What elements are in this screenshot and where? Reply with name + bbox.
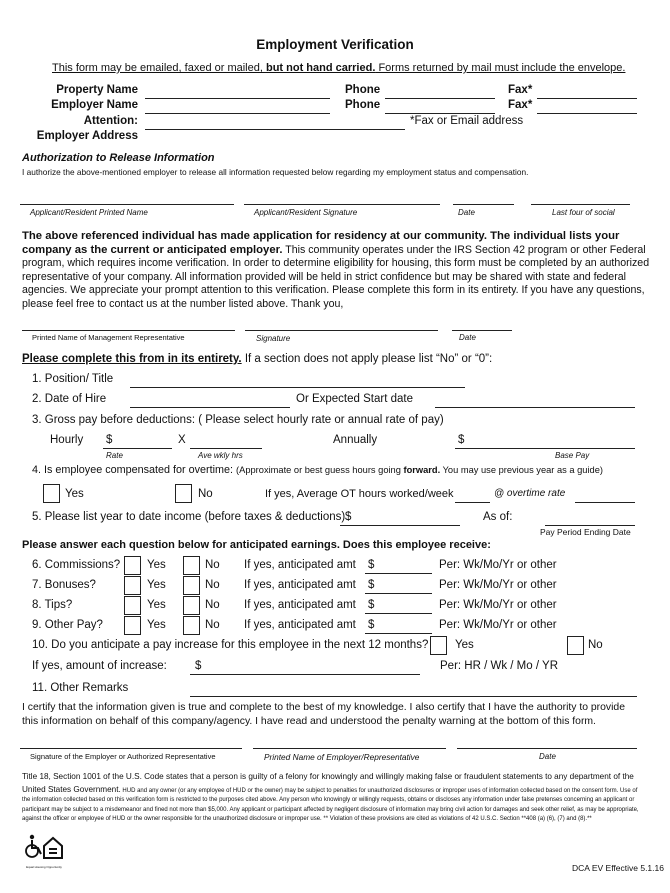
dollar-sign: $	[106, 434, 113, 446]
anticipated-amount-field[interactable]	[365, 633, 432, 634]
annually-label: Annually	[333, 434, 378, 446]
dollar-sign: $	[368, 619, 375, 631]
no-label: No	[205, 559, 220, 571]
page-title: Employment Verification	[256, 37, 414, 52]
no-label: No	[198, 488, 213, 500]
submission-notice	[52, 62, 625, 74]
ot-hours-field[interactable]	[455, 502, 490, 503]
yes-label: Yes	[147, 559, 166, 571]
q5-label: 5. Please list year to date income (before taxes & deductions)	[32, 511, 346, 523]
no-label: No	[205, 599, 220, 611]
anticipated-no-checkbox[interactable]	[183, 576, 200, 595]
attention-label: Attention:	[83, 115, 138, 127]
property-name-label: Property Name	[56, 84, 138, 96]
label: Base Pay	[555, 451, 590, 460]
label: Printed Name of Employer/Representative	[264, 752, 420, 762]
legal-lead: Title 18, Section 1001 of the U.S. Code states that a person is guilty of a felony for knowingly and willingly making false or fraudulent statements to any department of the United States Government.	[22, 772, 634, 794]
anticipated-yes-checkbox[interactable]	[124, 576, 141, 595]
anticipated-yes-checkbox[interactable]	[124, 556, 141, 575]
anticipated-amt-label: If yes, anticipated amt	[244, 619, 356, 631]
increase-amount-field[interactable]	[190, 674, 420, 675]
attention-field[interactable]	[145, 129, 405, 130]
q1-label: 1. Position/ Title	[32, 373, 114, 385]
q10-label: 10. Do you anticipate a pay increase for this employee in the next 12 months?	[32, 639, 429, 651]
property-name-field[interactable]	[145, 98, 330, 99]
employer-name-field[interactable]	[145, 113, 330, 114]
anticipated-amount-field[interactable]	[365, 593, 432, 594]
start-date-field[interactable]	[435, 407, 635, 408]
pay-period-label: Pay Period Ending Date	[540, 527, 631, 537]
position-title-field[interactable]	[130, 387, 465, 388]
weekly-hours-field[interactable]	[190, 448, 262, 449]
label: Last four of social	[552, 208, 615, 217]
yes-label: Yes	[147, 599, 166, 611]
anticipated-yes-checkbox[interactable]	[124, 616, 141, 635]
label: Applicant/Resident Printed Name	[30, 208, 148, 217]
ot-rate-label: @ overtime rate	[494, 488, 566, 499]
q4-label	[32, 464, 603, 476]
notice-text: This form may be emailed, faxed or mailed,	[52, 62, 266, 74]
fax-label-1: Fax*	[508, 84, 533, 96]
last-four-social-field[interactable]	[531, 204, 630, 205]
mgmt-date-field[interactable]	[452, 330, 512, 331]
as-of-label: As of:	[483, 511, 513, 523]
legal-text: HUD and any owner (or any employee of HUD or the owner) may be subject to penalties for unauthorized disclosures or improper uses of information collected based on the consent form. Use of the information collected based on this verification form is restricted to the purposes cited above. Any person who knowingly or willingly requests, obtains or discloses any information under false pretenses concerning an applicant or participant may be subject to a misdemeanor and fined not more than $5,000. Any applicant or participant affected by negligent disclosure of information may bring civil action for damages and seek other relief, as may be appropriate, against the officer or employee of HUD or the owner responsible for the unauthorized disclosure or improper use. ** Violation of these provisions are cited as violations of 42 U.S.C. Section **408 (a) (6), (7) and (8).**	[22, 787, 639, 822]
ot-rate-field[interactable]	[575, 502, 635, 503]
employer-date-field[interactable]	[457, 748, 637, 749]
increase-no-checkbox[interactable]	[567, 636, 584, 655]
dollar-sign: $	[368, 559, 375, 571]
date-of-hire-field[interactable]	[130, 407, 290, 408]
hourly-rate-field[interactable]	[103, 448, 172, 449]
fax-note: *Fax or Email address	[410, 115, 524, 127]
q4-text: 4. Is employee compensated for overtime:	[32, 464, 237, 476]
intro-bold: The above referenced individual has made application for residency at our community. The individual lists your company as the current or anticipated employer.	[22, 230, 620, 256]
label: Signature	[256, 334, 291, 343]
instructions-text: If a section does not apply please list “No” or “0”:	[241, 353, 493, 365]
authorization-text: I authorize the above-mentioned employer to release all information requested below regarding my employment status and compensation.	[22, 167, 529, 177]
intro-paragraph	[22, 230, 650, 311]
form-version: DCA EV Effective 5.1.16	[572, 863, 664, 873]
q11-label: 11. Other Remarks	[32, 682, 129, 694]
as-of-date-field[interactable]	[545, 525, 635, 526]
notice-text-end: Forms returned by mail must include the envelope.	[375, 62, 626, 74]
times-sign: X	[178, 434, 186, 446]
base-pay-field[interactable]	[455, 448, 635, 449]
employer-signature-field[interactable]	[20, 748, 242, 749]
no-label: No	[205, 579, 220, 591]
anticipated-amt-label: If yes, anticipated amt	[244, 579, 356, 591]
anticipated-row-label: 8. Tips?	[32, 599, 73, 611]
ytd-income-field[interactable]	[340, 525, 460, 526]
yes-label: Yes	[147, 579, 166, 591]
label: Date	[458, 208, 475, 217]
anticipated-no-checkbox[interactable]	[183, 596, 200, 615]
employer-name-label: Employer Name	[51, 99, 138, 111]
q2-label: 2. Date of Hire	[32, 393, 107, 405]
notice-bold: but not hand carried.	[265, 62, 376, 74]
applicant-name-field[interactable]	[20, 204, 234, 205]
anticipated-row-label: 6. Commissions?	[32, 559, 121, 571]
q4-note: (Approximate or best guess hours going	[236, 465, 404, 475]
applicant-signature-field[interactable]	[244, 204, 440, 205]
fax-label-2: Fax*	[508, 99, 533, 111]
property-fax-field[interactable]	[537, 98, 637, 99]
dollar-sign: $	[368, 579, 375, 591]
no-label: No	[205, 619, 220, 631]
dollar-sign: $	[458, 434, 465, 446]
increase-label: If yes, amount of increase:	[32, 660, 167, 672]
employer-address-label: Employer Address	[36, 130, 138, 142]
anticipated-row-label: 7. Bonuses?	[32, 579, 96, 591]
q4-note-end: You may use previous year as a guide)	[440, 465, 603, 475]
intro-text: This community operates under the IRS Section 42 program or other Federal program, which requires income verification. In order to determine eligibility for housing, this form must be completed by an authorized representative of your company. All information provided will be held in strict confidence but may be shared with state and federal agencies. We appreciate your prompt attention to this verification. Please complete this form in its entirety. If you have any questions, please feel free to contact us at the number listed above. Thank you,	[22, 243, 650, 310]
mgmt-signature-field[interactable]	[245, 330, 438, 331]
increase-period-label: Per: HR / Wk / Mo / YR	[440, 660, 558, 672]
q3-label: 3. Gross pay before deductions: ( Please select hourly rate or annual rate of pay)	[32, 414, 444, 426]
overtime-no-checkbox[interactable]	[175, 484, 192, 503]
period-label: Per: Wk/Mo/Yr or other	[439, 599, 557, 611]
anticipated-amt-label: If yes, anticipated amt	[244, 599, 356, 611]
anticipated-yes-checkbox[interactable]	[124, 596, 141, 615]
accessibility-housing-icon	[24, 834, 64, 860]
ot-hours-label: If yes, Average OT hours worked/week	[265, 488, 454, 500]
yes-label: Yes	[65, 488, 84, 500]
anticipated-amount-field[interactable]	[365, 613, 432, 614]
mgmt-name-field[interactable]	[22, 330, 235, 331]
instructions	[22, 353, 492, 365]
employer-phone-field[interactable]	[385, 113, 495, 114]
anticipated-heading: Please answer each question below for anticipated earnings. Does this employee receive:	[22, 539, 491, 551]
label: Date	[539, 752, 556, 761]
label: Printed Name of Management Representative	[32, 333, 185, 342]
no-label: No	[588, 639, 603, 651]
employer-fax-field[interactable]	[537, 113, 637, 114]
dollar-sign: $	[195, 660, 202, 672]
certification-text: I certify that the information given is true and complete to the best of my knowledge. I also certify that I have the authority to provide this information on behalf of this company/agency. I have read and understood the penalty warning at the bottom of this form.	[22, 702, 625, 727]
property-phone-field[interactable]	[385, 98, 495, 99]
applicant-date-field[interactable]	[453, 204, 514, 205]
increase-yes-checkbox[interactable]	[430, 636, 447, 655]
label: Signature of the Employer or Authorized Representative	[30, 752, 216, 761]
anticipated-no-checkbox[interactable]	[183, 556, 200, 575]
anticipated-amount-field[interactable]	[365, 573, 432, 574]
dollar-sign: $	[345, 511, 352, 523]
yes-label: Yes	[147, 619, 166, 631]
yes-label: Yes	[455, 639, 474, 651]
logo-caption: Equal Housing Opportunity	[26, 865, 62, 869]
employer-printed-name-field[interactable]	[253, 748, 446, 749]
period-label: Per: Wk/Mo/Yr or other	[439, 579, 557, 591]
label: Rate	[106, 451, 123, 460]
dollar-sign: $	[368, 599, 375, 611]
overtime-yes-checkbox[interactable]	[43, 484, 60, 503]
anticipated-amt-label: If yes, anticipated amt	[244, 559, 356, 571]
authorization-heading: Authorization to Release Information	[22, 152, 215, 164]
hourly-label: Hourly	[50, 434, 84, 446]
phone-label-2: Phone	[345, 99, 381, 111]
equal-housing-logo	[24, 834, 64, 869]
other-remarks-field[interactable]	[190, 696, 637, 697]
period-label: Per: Wk/Mo/Yr or other	[439, 559, 557, 571]
label: Date	[459, 333, 476, 342]
label: Applicant/Resident Signature	[254, 208, 358, 217]
start-date-label: Or Expected Start date	[296, 393, 413, 405]
q4-bold: forward.	[403, 465, 441, 475]
period-label: Per: Wk/Mo/Yr or other	[439, 619, 557, 631]
anticipated-row-label: 9. Other Pay?	[32, 619, 103, 631]
anticipated-no-checkbox[interactable]	[183, 616, 200, 635]
label: Ave wkly hrs	[198, 451, 243, 460]
phone-label-1: Phone	[345, 84, 381, 96]
legal-warning	[22, 771, 644, 825]
instructions-bold: Please complete this from in its entirety.	[22, 353, 242, 365]
